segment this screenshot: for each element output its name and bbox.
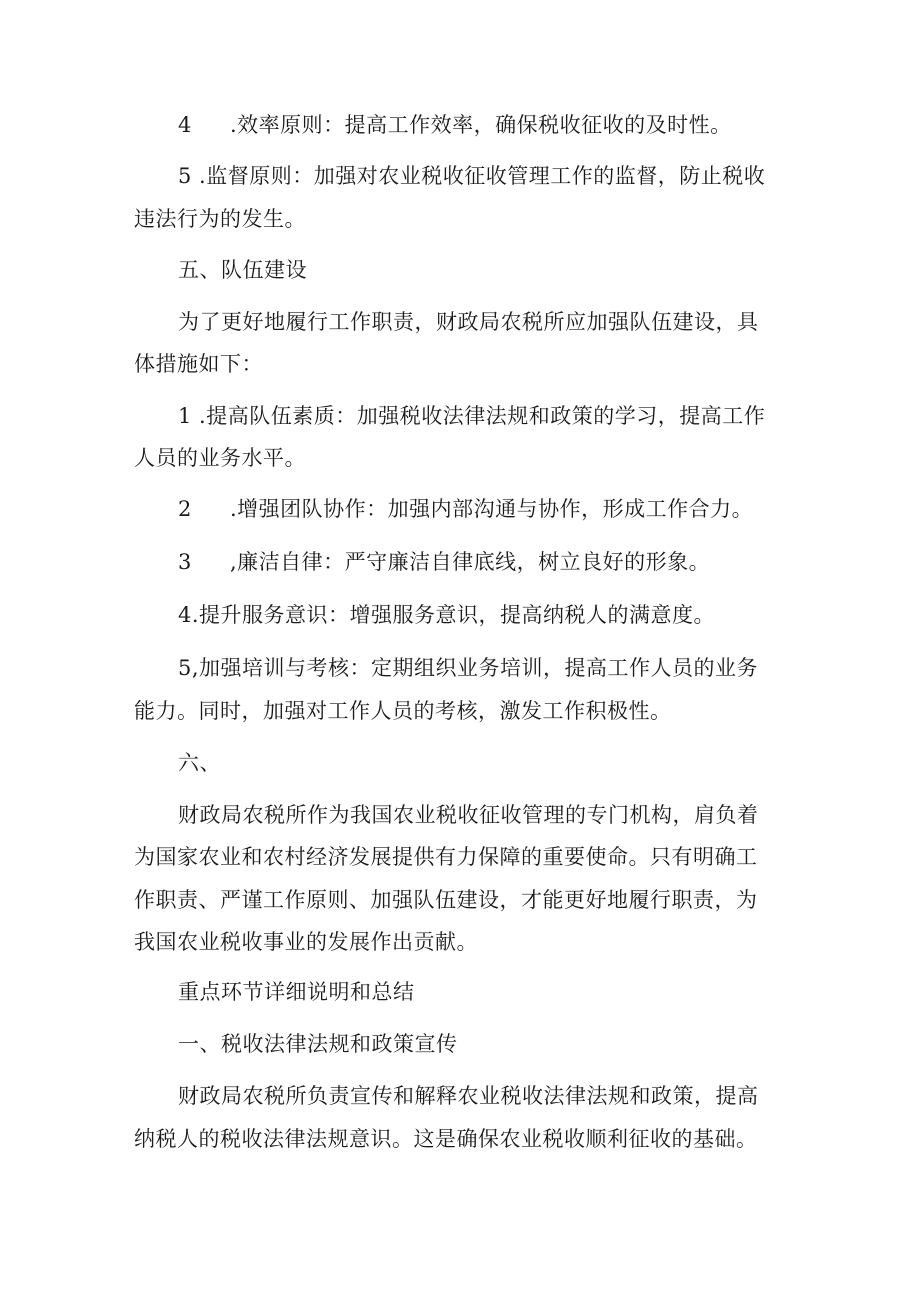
principle-5-line1: 5 .监督原则：加强对农业税收征收管理工作的监督，防止税收: [178, 164, 766, 188]
measure-2: [178, 497, 830, 521]
conclusion-line4: 我国农业税收事业的发展作出贡献。: [134, 930, 478, 954]
principle-4-number: 4: [178, 113, 192, 137]
measure-2-number: 2: [178, 497, 192, 521]
team-intro-line1: 为了更好地履行工作职责，财政局农税所应加强队伍建设，具: [178, 310, 759, 334]
measure-4: 4.提升服务意识：增强服务意识，提高纳税人的满意度。: [178, 603, 716, 627]
conclusion-line3: 作职责、严谨工作原则、加强队伍建设，才能更好地履行职责，为: [134, 888, 758, 912]
measure-1-line1: 1 .提高队伍素质：加强税收法律法规和政策的学习，提高工作: [178, 404, 766, 428]
measure-3-text: ,廉洁自律：严守廉洁自律底线，树立良好的形象。: [230, 550, 711, 574]
publicity-line2: 纳税人的税收法律法规意识。这是确保农业税收顺利征收的基础。: [134, 1127, 758, 1151]
principle-4: [178, 113, 830, 137]
principle-5-line2: 违法行为的发生。: [134, 207, 306, 231]
team-intro-line2: 体措施如下：: [134, 352, 263, 376]
measure-5-line1: 5,加强培训与考核：定期组织业务培训，提高工作人员的业务: [178, 656, 759, 680]
key-points-heading: 重点环节详细说明和总结: [178, 980, 415, 1004]
measure-2-text: .增强团队协作：加强内部沟通与协作，形成工作合力。: [230, 497, 754, 521]
measure-5-line2: 能力。同时，加强对工作人员的考核，激发工作积极性。: [134, 699, 672, 723]
principle-4-text: .效率原则：提高工作效率，确保税收征收的及时性。: [230, 113, 732, 137]
conclusion-line2: 为国家农业和农村经济发展提供有力保障的重要使命。只有明确工: [134, 845, 758, 869]
conclusion-line1: 财政局农税所作为我国农业税收征收管理的专门机构，肩负着: [178, 803, 759, 827]
section-heading-five: 五、队伍建设: [178, 258, 307, 282]
measure-1-line2: 人员的业务水平。: [134, 446, 306, 470]
publicity-line1: 财政局农税所负责宣传和解释农业税收法律法规和政策，提高: [178, 1084, 759, 1108]
measure-3-number: 3: [178, 550, 192, 574]
measure-3: [178, 550, 830, 574]
subsection-heading-one: 一、税收法律法规和政策宣传: [178, 1032, 458, 1056]
section-heading-six: 六、: [178, 751, 221, 775]
